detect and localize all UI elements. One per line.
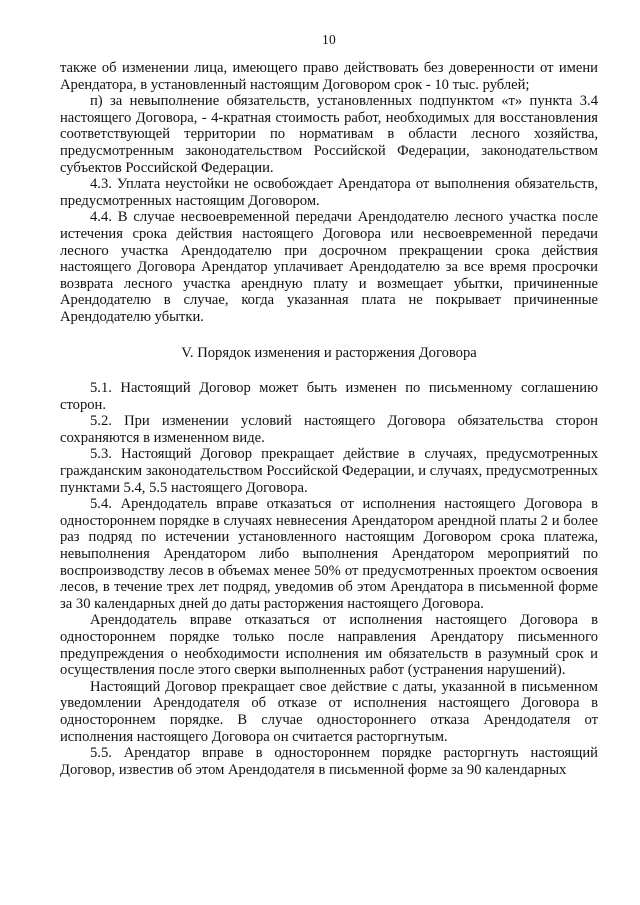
section-heading: V. Порядок изменения и расторжения Договора: [181, 344, 477, 361]
paragraph-subitem-p: п) за невыполнение обязательств, установленных подпунктом «т» пункта 3.4 настоящего Договора, - 4-кратная стоимость работ, необходимых для восстановления соответствующей территории по нормативам в области лесного хозяйства, предусмотренным законодательством Российской Федерации, законодательством субъектов Российской Федерации.: [60, 93, 598, 176]
paragraph-continuation: также об изменении лица, имеющего право действовать без доверенности от имени Арендатора, в установленный настоящим Договором срок - 10 тыс. рублей;: [60, 60, 598, 93]
paragraph-5-5: 5.5. Арендатор вправе в одностороннем порядке расторгнуть настоящий Договор, известив об этом Арендодателя в письменной форме за 90 календарных: [60, 745, 598, 778]
paragraph-5-4-warning: Арендодатель вправе отказаться от исполнения настоящего Договора в одностороннем порядке только после направления Арендатору письменного предупреждения о необходимости исполнения им обязательств в разумный срок и осуществления после этого сверки выполненных работ (устранения нарушений).: [60, 612, 598, 679]
page-number: 10: [322, 32, 336, 47]
paragraph-5-4: 5.4. Арендодатель вправе отказаться от исполнения настоящего Договора в одностороннем порядке в случаях невнесения Арендатором арендной платы 2 и более раз подряд по истечении установленного настоящим Договором срока платежа, невыполнения Арендатором либо выполнения Арендатором мероприятий по воспроизводству лесов в объемах менее 50% от предусмотренных проектом освоения лесов, в течение трех лет подряд, уведомив об этом Арендатора в письменной форме за 30 календарных дней до даты расторжения настоящего Договора.: [60, 496, 598, 612]
paragraph-5-4-termination: Настоящий Договор прекращает свое действие с даты, указанной в письменном уведомлении Арендодателя об отказе от исполнения настоящего Договора в одностороннем порядке. В случае одностороннего отказа Арендодателя от исполнения настоящего Договора он считается расторгнутым.: [60, 678, 598, 745]
paragraph-5-3: 5.3. Настоящий Договор прекращает действие в случаях, предусмотренных гражданским законодательством Российской Федерации, и случаях, предусмотренных пунктами 5.4, 5.5 настоящего Договора.: [60, 446, 598, 496]
paragraph-5-1: 5.1. Настоящий Договор может быть изменен по письменному соглашению сторон.: [60, 380, 598, 413]
paragraph-4-3: 4.3. Уплата неустойки не освобождает Арендатора от выполнения обязательств, предусмотренных настоящим Договором.: [60, 176, 598, 209]
paragraph-4-4: 4.4. В случае несвоевременной передачи Арендодателю лесного участка после истечения срока действия настоящего Договора или несвоевременной передачи лесного участка Арендодателю при досрочном прекращении срока действия настоящего Договора Арендатор уплачивает Арендодателю за все время просрочки возврата лесного участка арендную плату и возмещает убытки, причиненные Арендодателю в случае, когда указанная плата не покрывает причиненные Арендодателю убытки.: [60, 209, 598, 325]
paragraph-5-2: 5.2. При изменении условий настоящего Договора обязательства сторон сохраняются в измененном виде.: [60, 413, 598, 446]
